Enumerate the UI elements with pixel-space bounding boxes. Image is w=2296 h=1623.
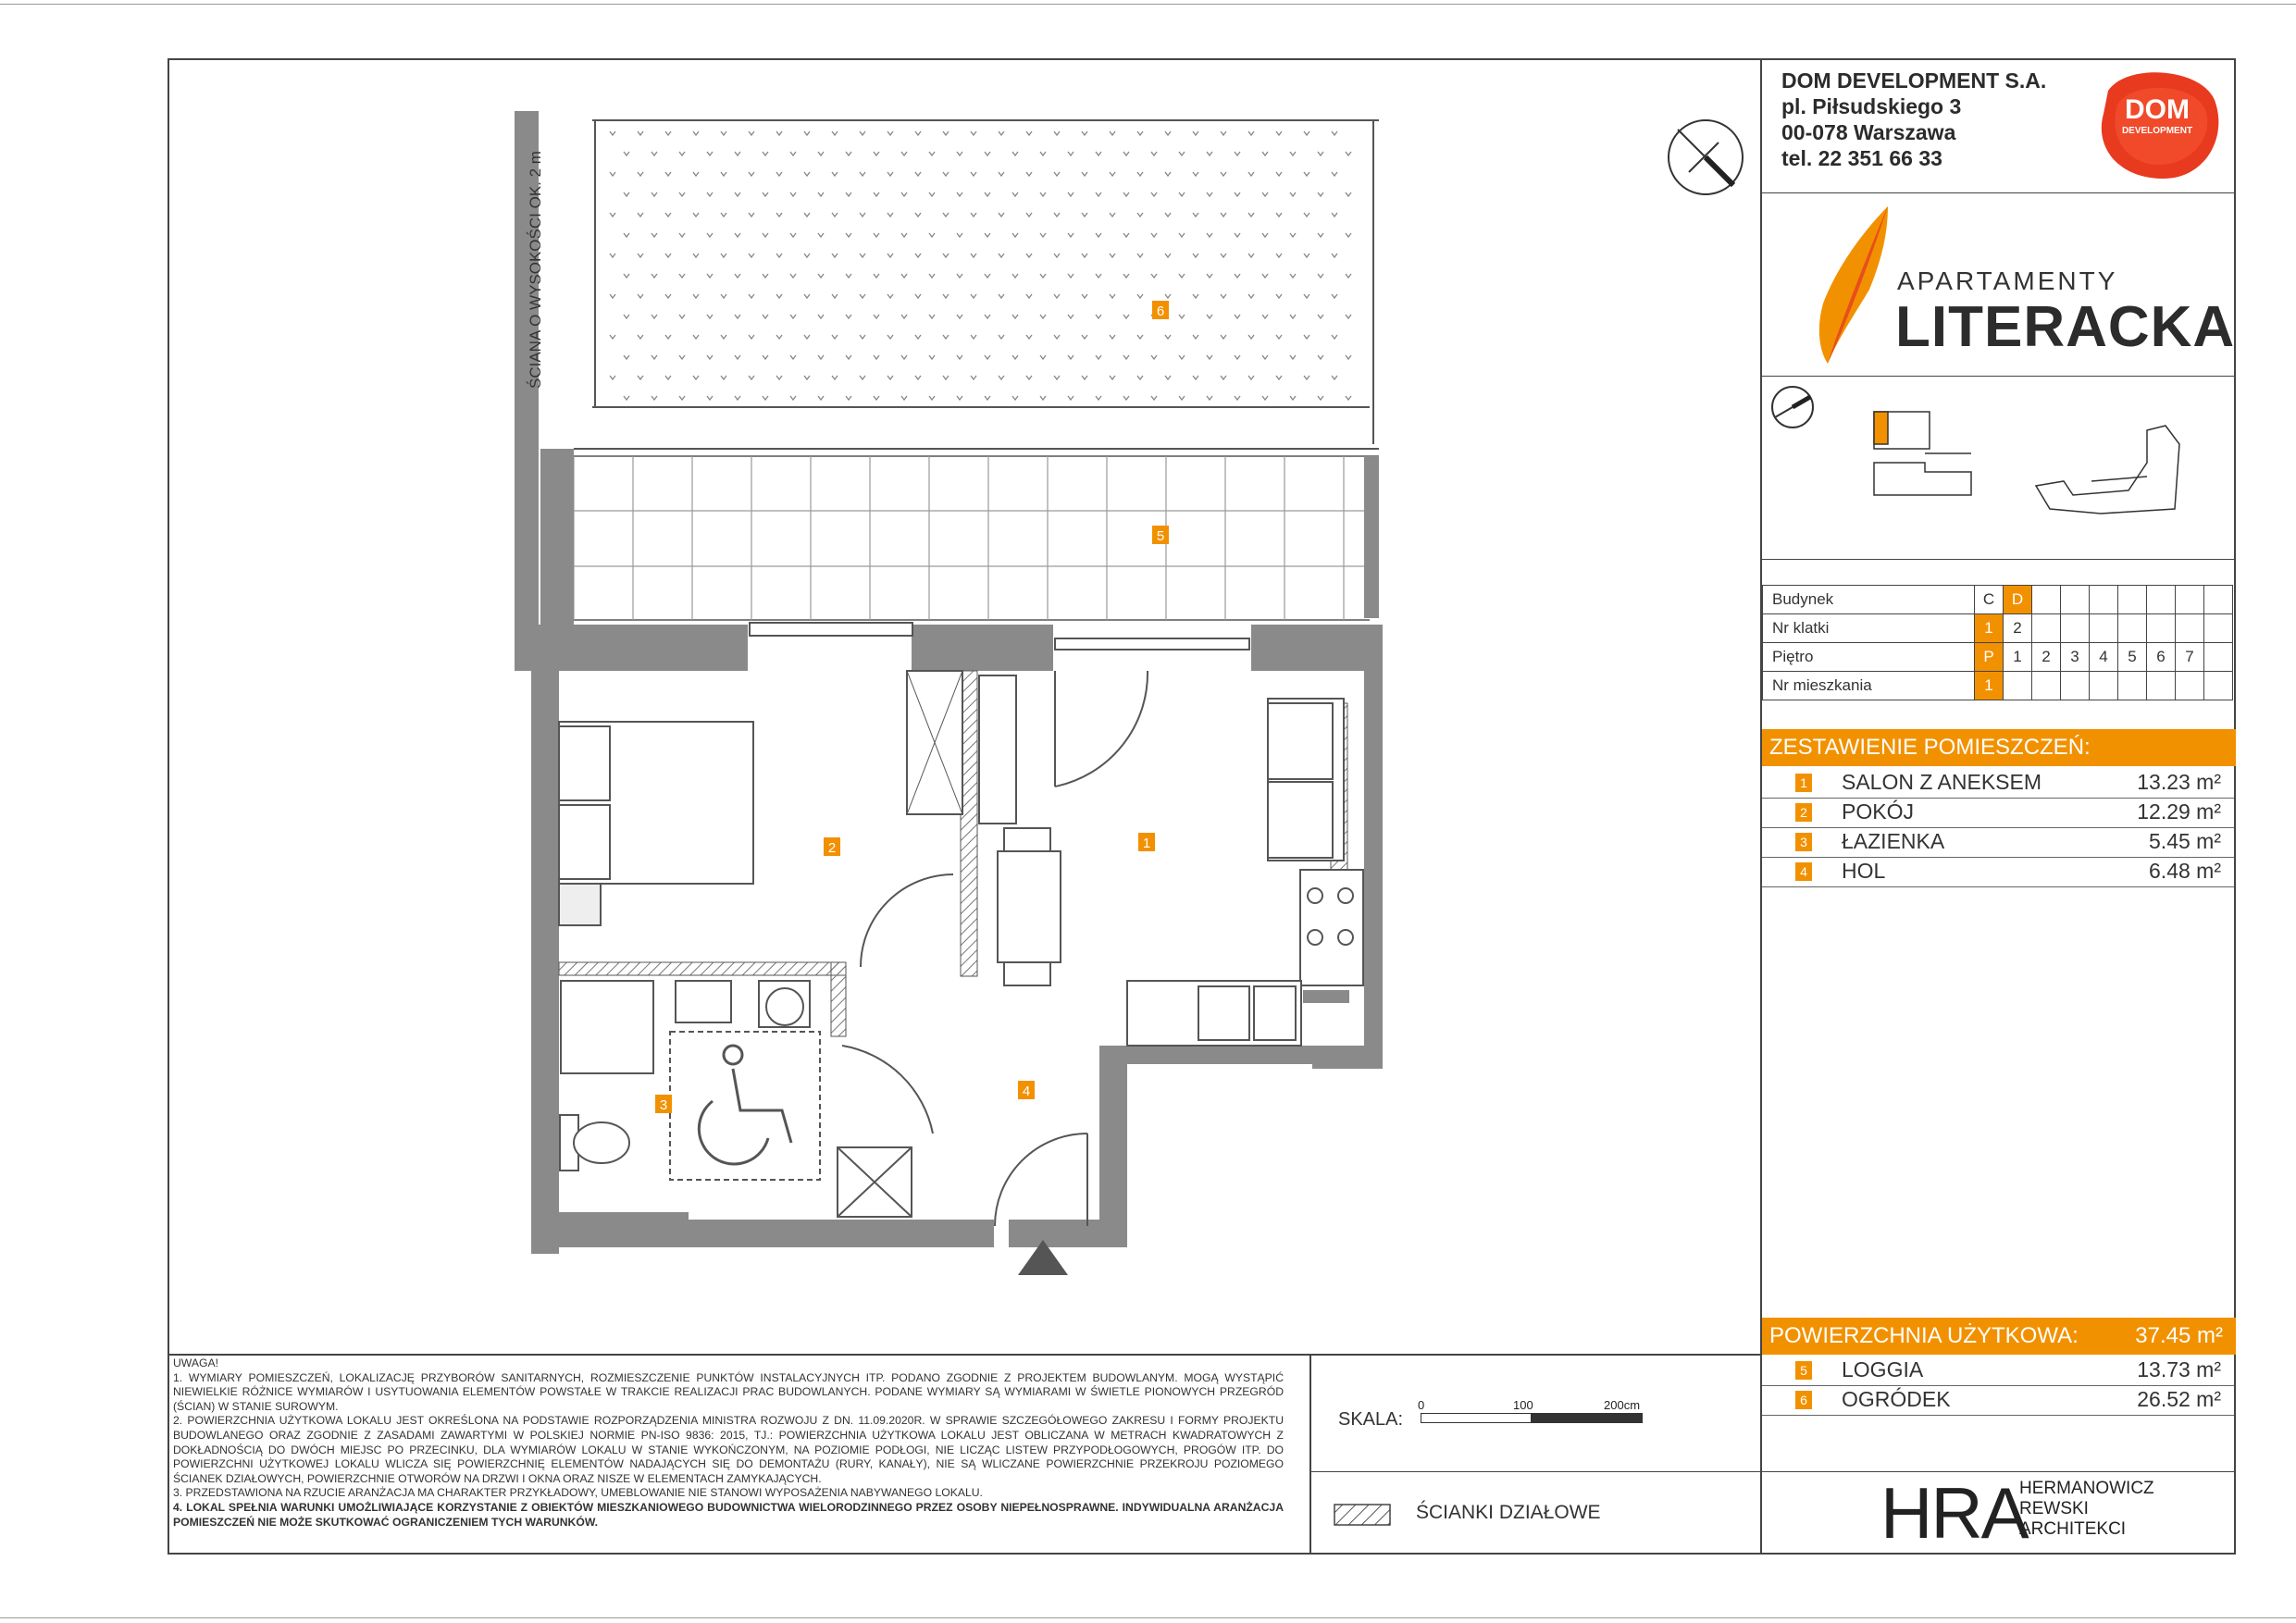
location-grid [1762, 585, 2233, 700]
grid-cell [2061, 614, 2090, 643]
company-address1: pl. Piłsudskiego 3 [1781, 94, 1962, 118]
scale-bar [1421, 1413, 1643, 1423]
grid-cell [2004, 672, 2032, 700]
grid-cell: 5 [2118, 643, 2147, 672]
room-row-2: 2 POKÓJ 12.29 m² [1762, 799, 2234, 828]
feather-logo-icon [1809, 202, 1897, 368]
svg-text:4: 4 [1022, 1084, 1031, 1099]
project-subtitle: APARTAMENTY [1897, 266, 2118, 295]
company-block [1781, 68, 2046, 171]
grid-cell [2090, 586, 2118, 614]
grid-row-label: Budynek [1763, 586, 1975, 614]
note-2: 2. POWIERZCHNIA UŻYTKOWA LOKALU JEST OKREŚLONA NA PODSTAWIE ROZPORZĄDZENIA MINISTRA ROZWOJU Z DN. 11.09.2020R. W SPRAWIE SZCZEGÓŁOWEGO ZAKRESU I FORMY PROJEKTU BUDOWLANEGO ORAZ ZGODNIE Z ZASADAMI ZAWARTYMI W POLSKIEJ NORMIE PN-ISO 9836: 2015, TJ.: POWIERZCHNIA UŻYTKOWA LOKALU JEST OBLICZANA W METRACH KWADRATOWYCH Z DOKŁADNOŚCIĄ DO DWÓCH MIEJSC PO PRZECINKU, DLA WYMIARÓW LOKALU W STANIE WYKOŃCZONYM, NA POZIOMIE PODŁOGI, NIE LICZĄC LISTEW PRZYPODŁOGOWYCH, PROGÓW ITP. DO POWIERZCHNI UŻYTKOWEJ LOKALU WLICZA SIĘ POWIERZCHNIĘ ELEMENTÓW NADAJĄCYCH SIĘ DO DEMONTAŻU (RURY, KANAŁY), NIE SĄ WLICZANE POWIERZCHNIE PRZEKROJU POZIOMEGO ŚCIANEK DZIAŁOWYCH, POWIERZCHNIE OTWORÓW NA DRZWI I OKNA ORAZ NISZE W ELEMENTACH ZAMYKAJĄCYCH. [173, 1414, 1284, 1485]
hra-logo: HRA [1880, 1472, 2028, 1554]
dining-table [979, 675, 1061, 985]
grid-cell: 6 [2147, 643, 2176, 672]
grid-cell [2061, 586, 2090, 614]
grid-row-label: Nr mieszkania [1763, 672, 1975, 700]
grid-row-label: Piętro [1763, 643, 1975, 672]
grid-cell: 2 [2032, 643, 2061, 672]
usable-area-bar: POWIERZCHNIA UŻYTKOWA: 37.45 m² [1762, 1318, 2236, 1355]
svg-text:5: 5 [1156, 528, 1165, 544]
scale-label: SKALA: [1338, 1409, 1404, 1430]
room-row-3: 3 ŁAZIENKA 5.45 m² [1762, 828, 2234, 858]
grid-cell [2032, 672, 2061, 700]
grid-cell [2090, 614, 2118, 643]
bathroom [560, 981, 912, 1217]
wheelchair-icon [699, 1046, 791, 1164]
grid-cell [2032, 586, 2061, 614]
bottom-trim-line [0, 1617, 2296, 1618]
garden-area [592, 120, 1379, 444]
svg-text:6: 6 [1156, 304, 1165, 319]
kitchen [1127, 870, 1363, 1046]
grid-cell [2176, 586, 2204, 614]
architect-name: HERMANOWICZ REWSKI ARCHITEKCI [2019, 1479, 2154, 1539]
grid-cell: 7 [2176, 643, 2204, 672]
grid-cell: 4 [2090, 643, 2118, 672]
grid-cell: 1 [2004, 643, 2032, 672]
svg-text:2: 2 [827, 840, 837, 856]
grid-cell [2204, 586, 2233, 614]
grid-cell [2204, 614, 2233, 643]
grid-row [1763, 672, 2233, 700]
note-3: 3. PRZEDSTAWIONA NA RZUCIE ARANŻACJA MA CHARAKTER PRZYKŁADOWY, UMEBLOWANIE NIE STANOWI WYPOSAŻENIA NABYWANEGO LOKALU. [173, 1486, 983, 1500]
grid-cell: D [2004, 586, 2032, 614]
grid-row [1763, 643, 2233, 672]
svg-text:1: 1 [1142, 836, 1151, 851]
compass-icon [1661, 113, 1750, 202]
top-trim-line [0, 4, 2296, 5]
grid-cell: 1 [1975, 614, 2004, 643]
partition-legend-label: ŚCIANKI DZIAŁOWE [1416, 1502, 1601, 1523]
room-row-4: 4 HOL 6.48 m² [1762, 858, 2234, 887]
grid-cell [2176, 614, 2204, 643]
grid-cell [2204, 643, 2233, 672]
note-1: 1. WYMIARY POMIESZCZEŃ, LOKALIZACJĘ PRZYBORÓW SANITARNYCH, ROZMIESZCZENIE PUNKTÓW INSTALACYJNYCH ITP. PODANO ZGODNIE Z PROJEKTEM BUDOWLANYM. MOGĄ WYSTĄPIĆ NIEWIELKIE RÓŻNICE WYMIARÓW I USYTUOWANIA ELEMENTÓW POWSTAŁE W TRAKCIE REALIZACJI PRAC BUDOWLANYCH. PODANE WYMIARY SĄ WYMIARAMI W ŚWIETLE PIONOWYCH PRZEGRÓD (ŚCIAN) W STANIE SUROWYM. [173, 1370, 1284, 1413]
grid-cell [2147, 614, 2176, 643]
sofa [1268, 699, 1344, 861]
partition-legend-swatch [1333, 1501, 1393, 1529]
dom-development-logo [2090, 63, 2225, 183]
small-compass-icon [1768, 382, 1818, 433]
grid-cell: P [1975, 643, 2004, 672]
extra-row-garden: 6 OGRÓDEK 26.52 m² [1762, 1386, 2234, 1416]
svg-text:3: 3 [659, 1097, 668, 1113]
floor-plan [481, 106, 1407, 1291]
grid-cell [2061, 672, 2090, 700]
wall-height-label: ŚCIANA O WYSOKOŚCI OK. 2 m [527, 151, 544, 389]
grid-cell: 2 [2004, 614, 2032, 643]
notes-heading: UWAGA! [173, 1357, 218, 1369]
grid-cell [2118, 586, 2147, 614]
grid-cell: 3 [2061, 643, 2090, 672]
grid-cell [2118, 672, 2147, 700]
grid-cell [2204, 672, 2233, 700]
notes-block [173, 1357, 1284, 1530]
grid-row [1763, 614, 2233, 643]
svg-text:DOM: DOM [2125, 94, 2190, 125]
grid-cell: 1 [1975, 672, 2004, 700]
company-phone: tel. 22 351 66 33 [1781, 146, 1942, 170]
rooms-header: ZESTAWIENIE POMIESZCZEŃ: [1762, 729, 2236, 766]
note-4: 4. LOKAL SPEŁNIA WARUNKI UMOŻLIWIAJĄCE KORZYSTANIE Z OBIEKTÓW MIESZKANIOWEGO BUDOWNICTWA WIELORODZINNEGO PRZEZ OSOBY NIEPEŁNOSPRAWNE. INDYWIDUALNA ARANŻACJA POMIESZCZEŃ NIE MOŻE SKUTKOWAĆ OGRANICZENIEM TYCH WARUNKÓW. [173, 1500, 1284, 1529]
grid-row-label: Nr klatki [1763, 614, 1975, 643]
grid-cell [2032, 614, 2061, 643]
grid-cell [2176, 672, 2204, 700]
company-name: DOM DEVELOPMENT S.A. [1781, 68, 2047, 93]
grid-cell [2118, 614, 2147, 643]
bed [559, 722, 753, 925]
grid-row [1763, 586, 2233, 614]
building-keyplan [1869, 407, 2203, 527]
company-address2: 00-078 Warszawa [1781, 120, 1956, 144]
grid-cell [2147, 672, 2176, 700]
grid-cell [2090, 672, 2118, 700]
svg-text:DEVELOPMENT: DEVELOPMENT [2121, 126, 2193, 136]
loggia-area [540, 449, 1379, 629]
project-title: LITERACKA [1895, 295, 2236, 359]
grid-cell: C [1975, 586, 2004, 614]
grid-cell [2147, 586, 2176, 614]
extra-row-loggia: 5 LOGGIA 13.73 m² [1762, 1357, 2234, 1386]
room-row-1: 1 SALON Z ANEKSEM 13.23 m² [1762, 769, 2234, 799]
